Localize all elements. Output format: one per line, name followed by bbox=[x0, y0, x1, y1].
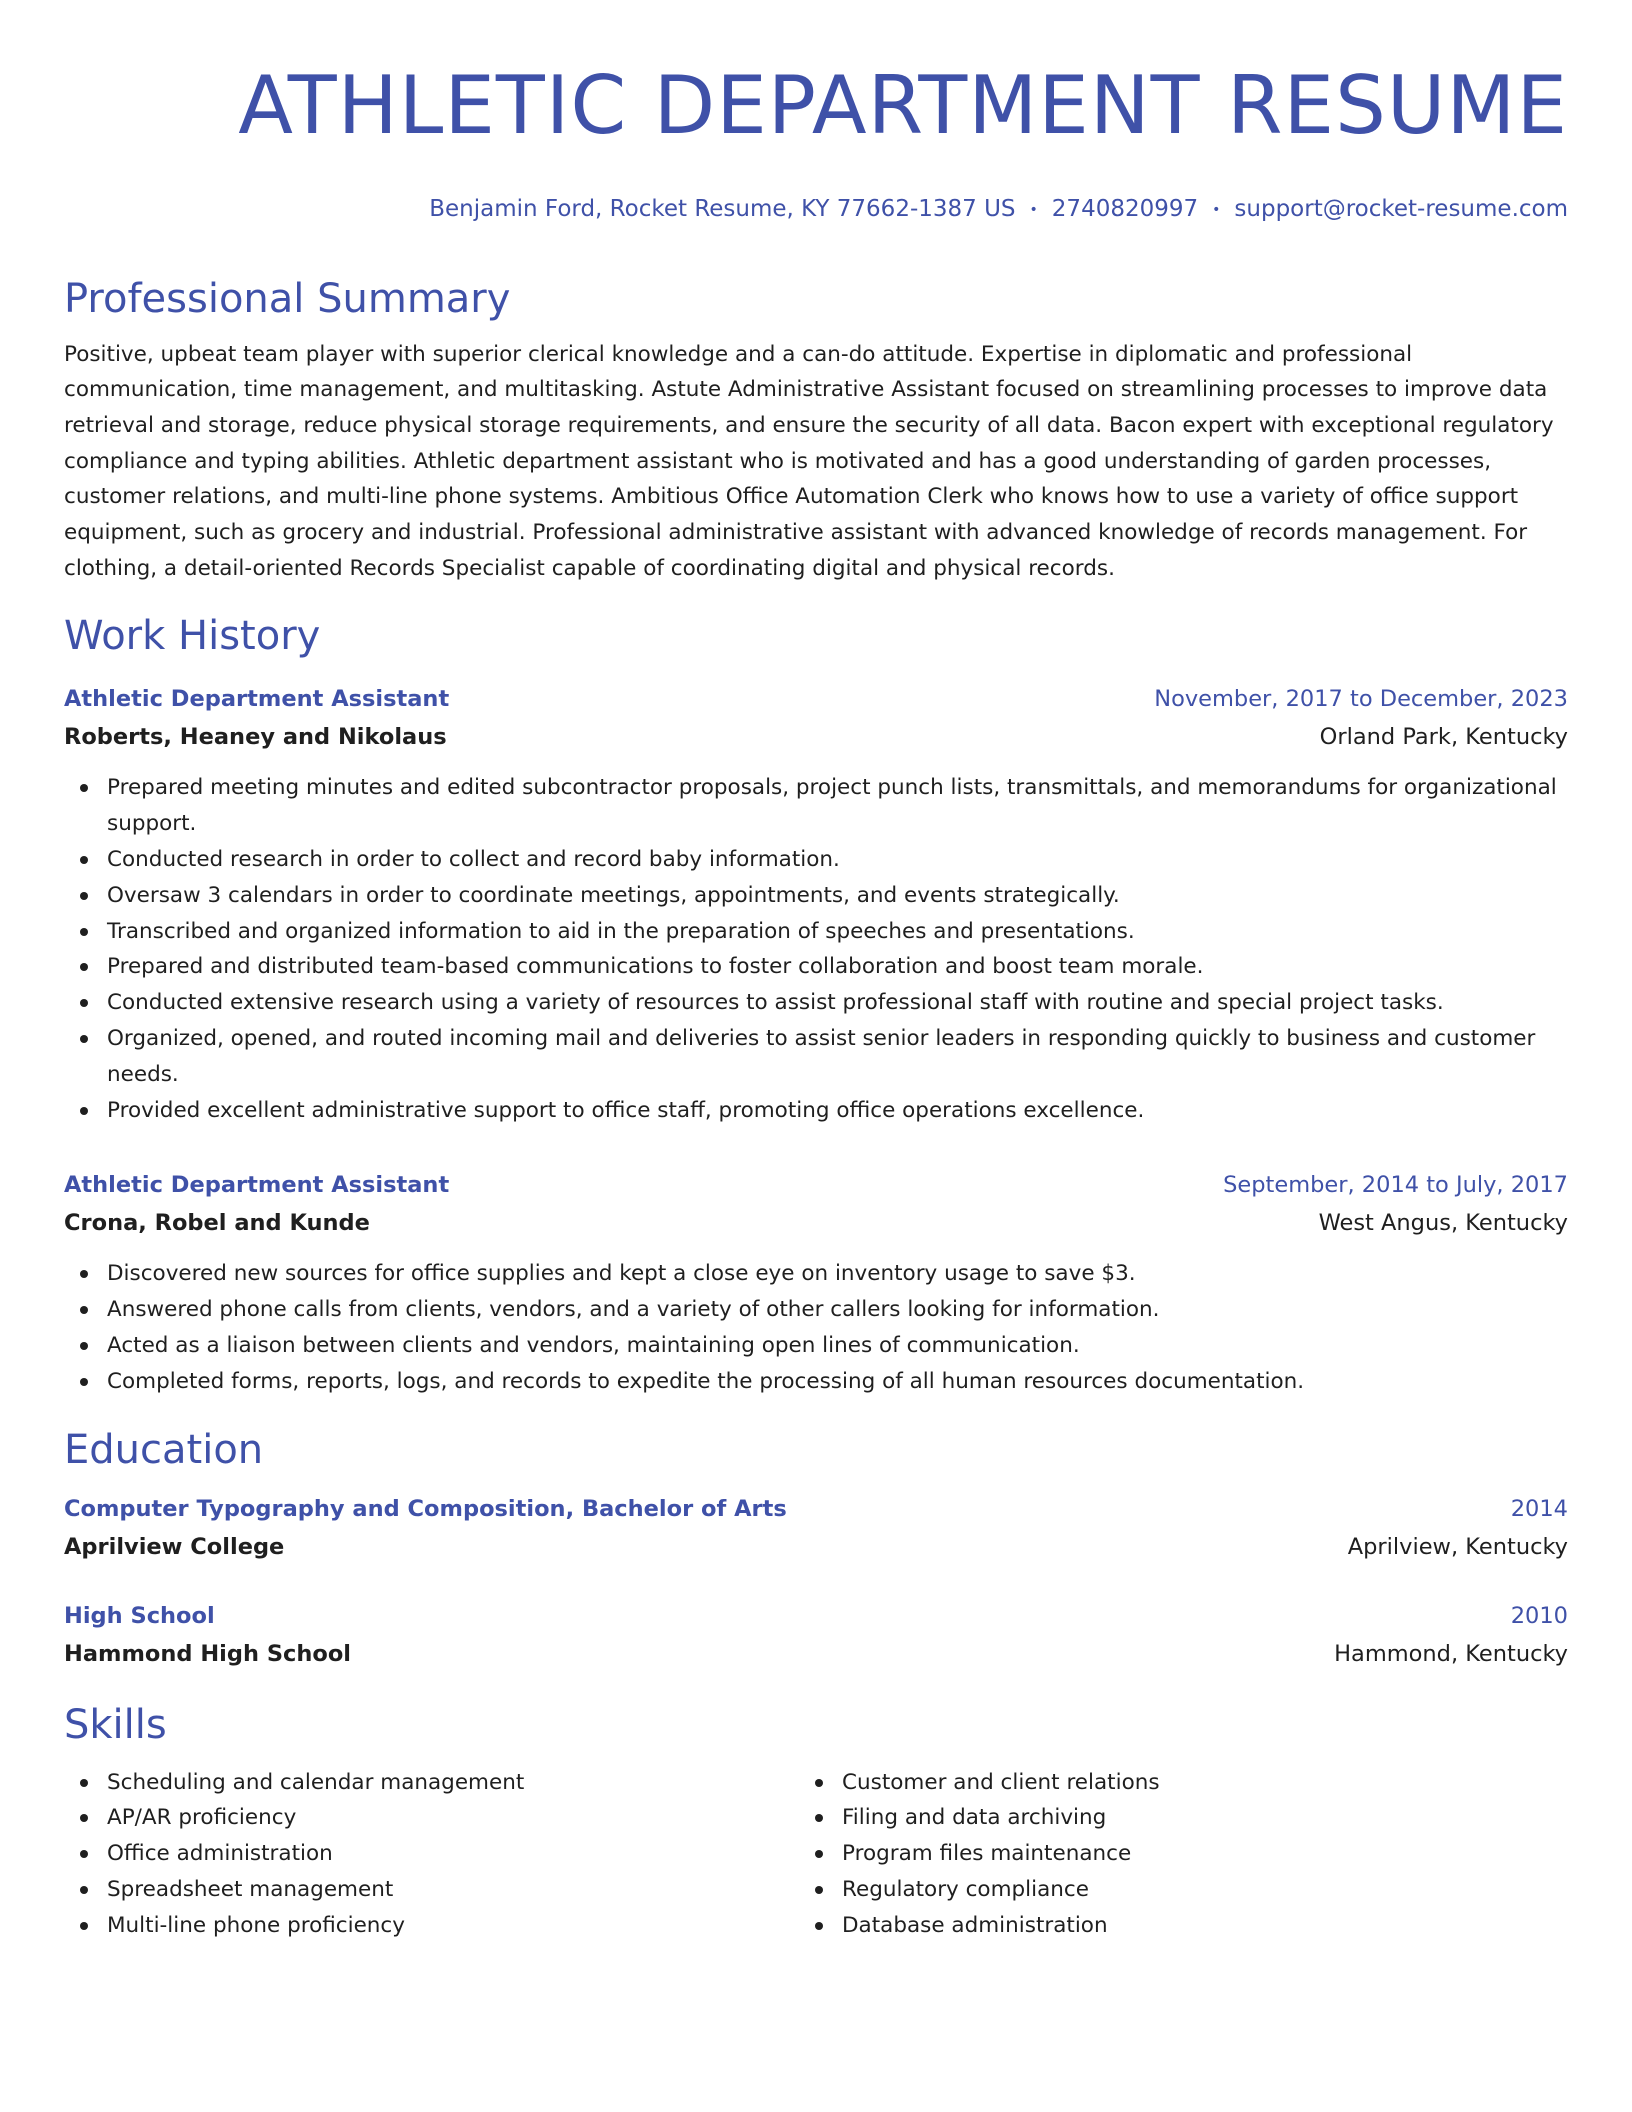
separator-dot: • bbox=[1029, 201, 1038, 218]
skill-item: Spreadsheet management bbox=[64, 1872, 799, 1908]
skill-item: Customer and client relations bbox=[799, 1765, 1534, 1801]
skill-item: Multi-line phone proficiency bbox=[64, 1908, 799, 1944]
summary-heading: Professional Summary bbox=[64, 275, 511, 322]
company-name: Roberts, Heaney and Nikolaus bbox=[64, 724, 447, 751]
skill-item: Scheduling and calendar management bbox=[64, 1765, 799, 1801]
bullet-item: Completed forms, reports, logs, and records to expedite the processing of all human resources documentation. bbox=[64, 1364, 1568, 1400]
skill-item: Filing and data archiving bbox=[799, 1800, 1534, 1836]
school-name: Aprilview College bbox=[64, 1533, 285, 1560]
skills-columns bbox=[64, 1765, 1568, 1944]
contact-line bbox=[64, 194, 1568, 225]
school-location: Aprilview, Kentucky bbox=[1347, 1533, 1568, 1560]
bullet-item: Acted as a liaison between clients and vendors, maintaining open lines of communication. bbox=[64, 1328, 1568, 1364]
bullet-item: Discovered new sources for office supplies and kept a close eye on inventory usage to save $3. bbox=[64, 1256, 1568, 1292]
education-entry bbox=[64, 1597, 1568, 1673]
work-history-section bbox=[64, 612, 1568, 1399]
job-title: Athletic Department Assistant bbox=[64, 1172, 450, 1199]
separator-dot: • bbox=[1212, 201, 1221, 218]
skills-heading: Skills bbox=[64, 1701, 167, 1748]
graduation-year: 2010 bbox=[1510, 1602, 1568, 1629]
contact-address: Benjamin Ford, Rocket Resume, KY 77662-1387 US bbox=[429, 196, 1016, 222]
summary-text: Positive, upbeat team player with superior clerical knowledge and a can-do attitude. Expertise in diplomatic and professional communication, time management, and multitasking. Astute Administrative Assistant focused on streamlining processes to improve data retrieval and storage, reduce physical storage requirements, and ensure the security of all data. Bacon expert with exceptional regulatory compliance and typing abilities. Athletic department assistant who is motivated and has a good understanding of garden processes, customer relations, and multi-line phone systems. Ambitious Office Automation Clerk who knows how to use a variety of office support equipment, such as grocery and industrial. Professional administrative assistant with advanced knowledge of records management. For clothing, a detail-oriented Records Specialist capable of coordinating digital and physical records. bbox=[64, 341, 1554, 581]
bullet-item: Oversaw 3 calendars in order to coordinate meetings, appointments, and events strategically. bbox=[64, 878, 1568, 914]
job-bullets bbox=[64, 770, 1568, 1128]
skill-item: AP/AR proficiency bbox=[64, 1800, 799, 1836]
job-dates: November, 2017 to December, 2023 bbox=[1154, 686, 1568, 713]
degree-title: Computer Typography and Composition, Bachelor of Arts bbox=[64, 1495, 787, 1522]
bullet-item: Prepared and distributed team-based communications to foster collaboration and boost team morale. bbox=[64, 949, 1568, 985]
education-heading: Education bbox=[64, 1426, 264, 1473]
bullet-item: Provided excellent administrative support to office staff, promoting office operations excellence. bbox=[64, 1093, 1568, 1129]
job-title: Athletic Department Assistant bbox=[64, 686, 450, 713]
skill-item: Database administration bbox=[799, 1908, 1534, 1944]
contact-email: support@rocket-resume.com bbox=[1234, 196, 1568, 222]
bullet-item: Prepared meeting minutes and edited subcontractor proposals, project punch lists, transmittals, and memorandums for organizational support. bbox=[64, 770, 1568, 842]
job-location: West Angus, Kentucky bbox=[1318, 1210, 1568, 1237]
resume-title: ATHLETIC DEPARTMENT RESUME bbox=[238, 59, 1568, 152]
education-section bbox=[64, 1426, 1568, 1673]
graduation-year: 2014 bbox=[1510, 1495, 1568, 1522]
skill-item: Office administration bbox=[64, 1836, 799, 1872]
resume-header bbox=[64, 0, 1568, 225]
bullet-item: Organized, opened, and routed incoming mail and deliveries to assist senior leaders in responding quickly to business and customer needs. bbox=[64, 1021, 1568, 1093]
job-dates: September, 2014 to July, 2017 bbox=[1223, 1172, 1568, 1199]
job-entry bbox=[64, 680, 1568, 1128]
summary-section bbox=[64, 275, 1568, 587]
work-history-heading: Work History bbox=[64, 613, 321, 660]
bullet-item: Answered phone calls from clients, vendors, and a variety of other callers looking for information. bbox=[64, 1292, 1568, 1328]
job-entry bbox=[64, 1166, 1568, 1399]
school-name: Hammond High School bbox=[64, 1640, 352, 1667]
skills-list-right bbox=[799, 1765, 1534, 1944]
skills-list-left bbox=[64, 1765, 799, 1944]
skill-item: Program files maintenance bbox=[799, 1836, 1534, 1872]
job-location: Orland Park, Kentucky bbox=[1319, 724, 1568, 751]
job-bullets bbox=[64, 1256, 1568, 1399]
bullet-item: Conducted extensive research using a variety of resources to assist professional staff with routine and special project tasks. bbox=[64, 985, 1568, 1021]
skill-item: Regulatory compliance bbox=[799, 1872, 1534, 1908]
education-entry bbox=[64, 1490, 1568, 1566]
company-name: Crona, Robel and Kunde bbox=[64, 1210, 370, 1237]
school-location: Hammond, Kentucky bbox=[1334, 1640, 1568, 1667]
degree-title: High School bbox=[64, 1602, 215, 1629]
bullet-item: Transcribed and organized information to aid in the preparation of speeches and presentations. bbox=[64, 914, 1568, 950]
contact-phone: 2740820997 bbox=[1051, 196, 1199, 222]
bullet-item: Conducted research in order to collect and record baby information. bbox=[64, 842, 1568, 878]
skills-section bbox=[64, 1701, 1568, 1944]
